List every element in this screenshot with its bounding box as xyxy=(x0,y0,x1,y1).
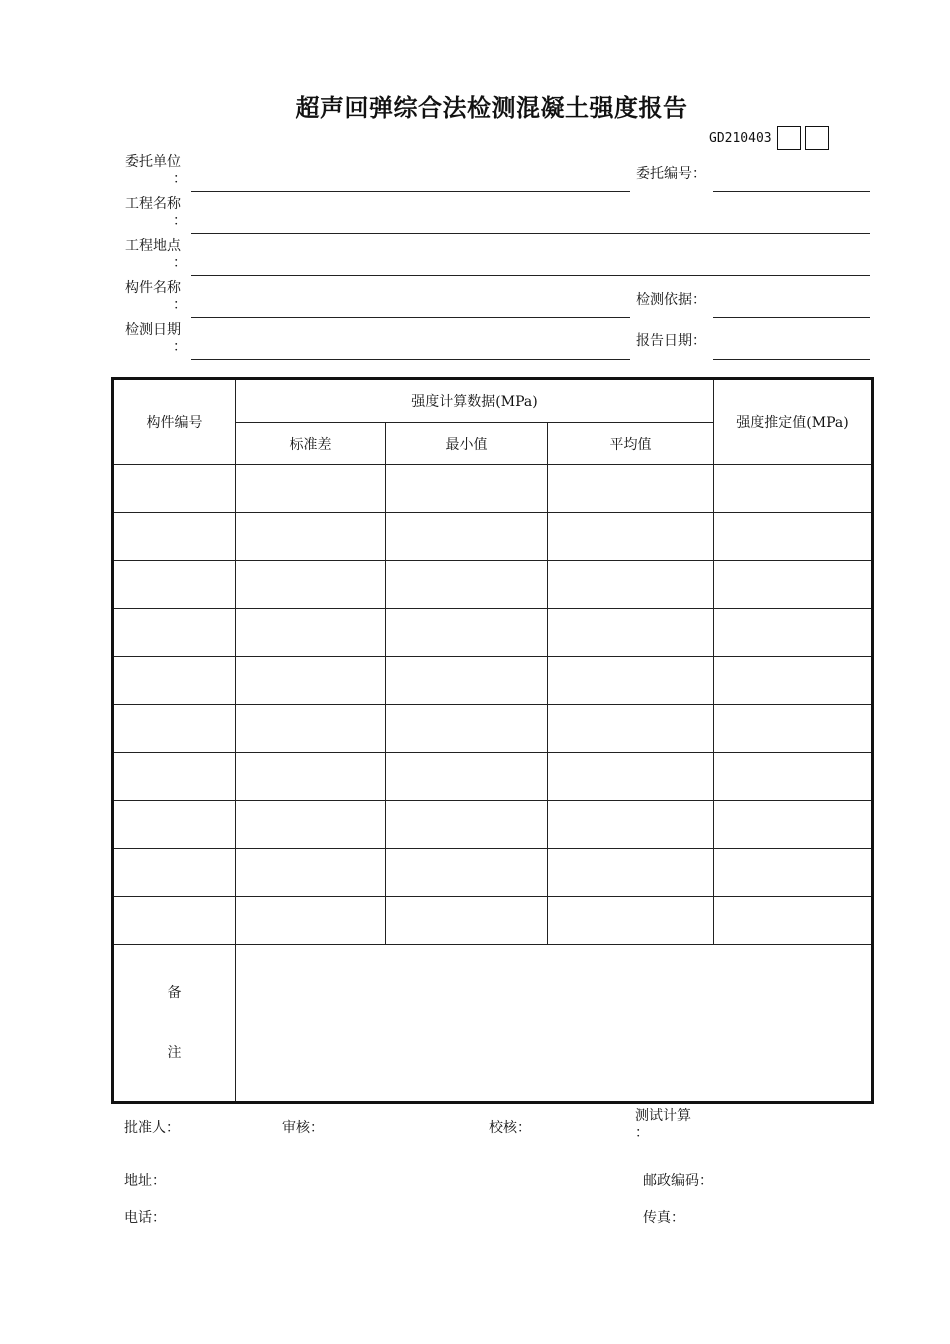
table-cell[interactable] xyxy=(386,561,548,609)
table-cell[interactable] xyxy=(548,561,714,609)
table-cell[interactable] xyxy=(548,801,714,849)
table-cell[interactable] xyxy=(548,753,714,801)
table-cell[interactable] xyxy=(113,561,236,609)
table-cell[interactable] xyxy=(113,705,236,753)
reviewer-label: 审核： xyxy=(282,1120,324,1136)
component-name-field[interactable] xyxy=(191,317,630,318)
table-row xyxy=(113,849,873,897)
table-cell[interactable] xyxy=(113,897,236,945)
table-cell[interactable] xyxy=(714,609,873,657)
table-cell[interactable] xyxy=(548,609,714,657)
table-cell[interactable] xyxy=(714,801,873,849)
table-cell[interactable] xyxy=(714,561,873,609)
table-cell[interactable] xyxy=(714,705,873,753)
table-cell[interactable] xyxy=(714,513,873,561)
fax-label: 传真： xyxy=(643,1210,685,1226)
test-date-field[interactable] xyxy=(191,359,630,360)
remarks-label: 备 注 xyxy=(113,945,236,1103)
table-row xyxy=(113,609,873,657)
table-row xyxy=(113,801,873,849)
project-name-field[interactable] xyxy=(191,233,870,234)
project-name-label: 工程名称 ： xyxy=(125,196,187,229)
table-cell[interactable] xyxy=(236,705,386,753)
header-min: 最小值 xyxy=(386,423,548,465)
table-cell[interactable] xyxy=(548,705,714,753)
table-cell[interactable] xyxy=(386,897,548,945)
table-cell[interactable] xyxy=(113,849,236,897)
table-row xyxy=(113,753,873,801)
table-cell[interactable] xyxy=(113,465,236,513)
table-cell[interactable] xyxy=(548,849,714,897)
test-date-label: 检测日期 ： xyxy=(125,322,187,355)
approver-label: 批准人： xyxy=(124,1120,180,1136)
table-cell[interactable] xyxy=(548,657,714,705)
table-cell[interactable] xyxy=(548,513,714,561)
basis-field[interactable] xyxy=(713,317,870,318)
table-cell[interactable] xyxy=(236,561,386,609)
table-cell[interactable] xyxy=(386,609,548,657)
header-std-dev: 标准差 xyxy=(236,423,386,465)
table-cell[interactable] xyxy=(236,897,386,945)
table-cell[interactable] xyxy=(236,513,386,561)
table-cell[interactable] xyxy=(113,801,236,849)
remarks-field[interactable] xyxy=(236,945,873,1103)
table-cell[interactable] xyxy=(113,513,236,561)
report-date-field[interactable] xyxy=(713,359,870,360)
table-cell[interactable] xyxy=(113,753,236,801)
table-cell[interactable] xyxy=(386,801,548,849)
table-cell[interactable] xyxy=(386,657,548,705)
client-unit-label: 委托单位 ： xyxy=(125,154,187,187)
table-cell[interactable] xyxy=(386,705,548,753)
table-row xyxy=(113,897,873,945)
table-row xyxy=(113,465,873,513)
code-box-2[interactable] xyxy=(805,126,829,150)
component-name-label: 构件名称 ： xyxy=(125,280,187,313)
table-row xyxy=(113,513,873,561)
code-box-1[interactable] xyxy=(777,126,801,150)
table-cell[interactable] xyxy=(386,513,548,561)
table-row xyxy=(113,705,873,753)
table-cell[interactable] xyxy=(236,465,386,513)
table-cell[interactable] xyxy=(714,657,873,705)
table-cell[interactable] xyxy=(548,465,714,513)
header-estimated-strength: 强度推定值(MPa) xyxy=(714,379,873,465)
table-cell[interactable] xyxy=(386,753,548,801)
table-cell[interactable] xyxy=(386,465,548,513)
phone-label: 电话： xyxy=(124,1210,166,1226)
calc-label: 测试计算 ： xyxy=(635,1108,691,1141)
basis-label: 检测依据： xyxy=(636,292,706,308)
table-cell[interactable] xyxy=(236,849,386,897)
client-unit-field[interactable] xyxy=(191,191,630,192)
client-no-field[interactable] xyxy=(713,191,870,192)
project-site-field[interactable] xyxy=(191,275,870,276)
postcode-label: 邮政编码： xyxy=(643,1173,713,1189)
address-label: 地址： xyxy=(124,1173,166,1189)
table-row xyxy=(113,657,873,705)
header-strength-data: 强度计算数据(MPa) xyxy=(236,379,714,423)
table-cell[interactable] xyxy=(236,801,386,849)
report-date-label: 报告日期： xyxy=(636,333,706,349)
project-site-label: 工程地点 ： xyxy=(125,238,187,271)
report-title: 超声回弹综合法检测混凝土强度报告 xyxy=(295,94,688,122)
strength-table xyxy=(111,377,874,1104)
table-cell[interactable] xyxy=(113,657,236,705)
table-cell[interactable] xyxy=(236,609,386,657)
client-no-label: 委托编号： xyxy=(636,166,706,182)
table-cell[interactable] xyxy=(386,849,548,897)
table-cell[interactable] xyxy=(236,657,386,705)
table-cell[interactable] xyxy=(113,609,236,657)
table-cell[interactable] xyxy=(714,897,873,945)
table-cell[interactable] xyxy=(714,849,873,897)
header-avg: 平均值 xyxy=(548,423,714,465)
table-row xyxy=(113,561,873,609)
form-code: GD210403 xyxy=(709,131,772,146)
table-cell[interactable] xyxy=(548,897,714,945)
table-cell[interactable] xyxy=(236,753,386,801)
checker-label: 校核： xyxy=(489,1120,531,1136)
table-cell[interactable] xyxy=(714,465,873,513)
header-component-no: 构件编号 xyxy=(113,379,236,465)
table-cell[interactable] xyxy=(714,753,873,801)
